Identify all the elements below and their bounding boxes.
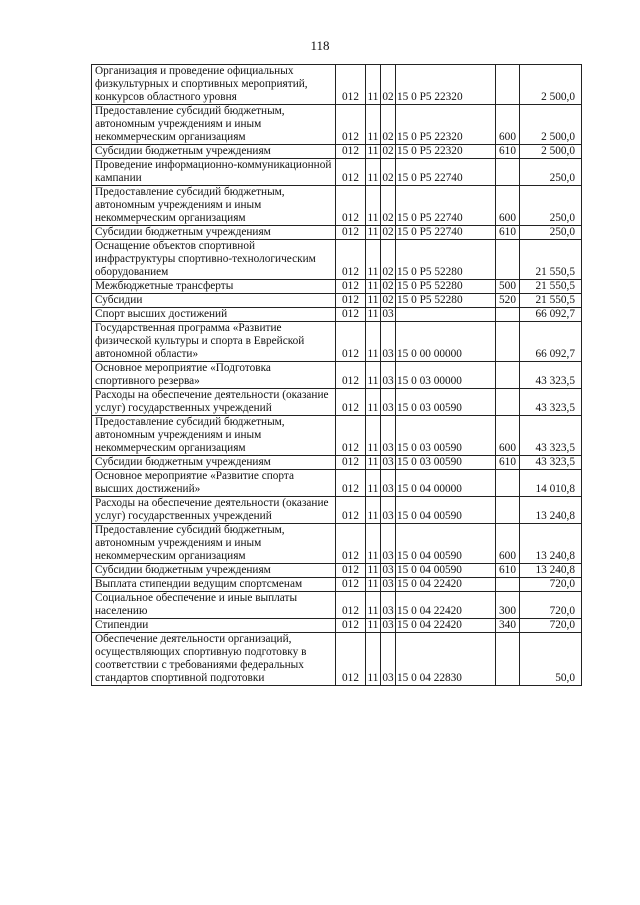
table-row bbox=[92, 633, 582, 686]
row-name: Субсидии бюджетным учреждениям bbox=[92, 145, 336, 159]
subsection-code: 03 bbox=[382, 456, 394, 468]
subsection-code: 03 bbox=[381, 633, 396, 686]
target-code: 15 0 P5 52280 bbox=[396, 294, 496, 308]
ministry-code: 012 bbox=[336, 564, 366, 578]
table-row bbox=[92, 145, 582, 159]
expense-type-code bbox=[496, 322, 520, 362]
section-code: 11 bbox=[366, 186, 381, 226]
section-code: 11 bbox=[366, 578, 381, 592]
target-code: 15 0 P5 22320 bbox=[396, 65, 496, 105]
target-code: 15 0 03 00590 bbox=[396, 456, 496, 470]
amount: 720,0 bbox=[520, 592, 582, 619]
section-code: 11 bbox=[366, 240, 381, 280]
target-code: 15 0 04 00590 bbox=[396, 564, 496, 578]
target-code: 15 0 04 00590 bbox=[396, 497, 496, 524]
expense-type-code bbox=[496, 362, 520, 389]
row-name: Спорт высших достижений bbox=[92, 308, 336, 322]
amount: 21 550,5 bbox=[520, 294, 582, 308]
ministry-code: 012 bbox=[336, 226, 366, 240]
amount: 21 550,5 bbox=[520, 280, 582, 294]
ministry-code: 012 bbox=[336, 159, 366, 186]
subsection-code: 02 bbox=[382, 294, 394, 306]
row-name: Предоставление субсидий бюджетным, автономным учреждениям и иным некоммерческим организациям bbox=[92, 524, 336, 564]
table-row bbox=[92, 240, 582, 280]
row-name: Субсидии бюджетным учреждениям bbox=[92, 226, 336, 240]
table-row bbox=[92, 294, 582, 308]
expense-type-code bbox=[496, 578, 520, 592]
expense-type-code bbox=[496, 240, 520, 280]
section-code: 11 bbox=[366, 416, 381, 456]
ministry-code: 012 bbox=[336, 592, 366, 619]
section-code: 11 bbox=[366, 226, 381, 240]
expense-type-code: 300 bbox=[496, 592, 520, 619]
ministry-code: 012 bbox=[336, 416, 366, 456]
section-code: 11 bbox=[366, 308, 381, 322]
target-code: 15 0 03 00590 bbox=[396, 389, 496, 416]
subsection-code: 02 bbox=[382, 145, 394, 157]
page-number: 118 bbox=[310, 38, 330, 53]
target-code: 15 0 P5 22740 bbox=[396, 159, 496, 186]
amount: 43 323,5 bbox=[520, 416, 582, 456]
row-name: Обеспечение деятельности организаций, осуществляющих спортивную подготовку в соответствии с требованиями федеральных стандартов спортивной подготовки bbox=[92, 633, 336, 686]
amount: 250,0 bbox=[520, 226, 582, 240]
expense-type-code: 600 bbox=[496, 186, 520, 226]
row-name: Организация и проведение официальных физкультурных и спортивных мероприятий, конкурсов областного уровня bbox=[92, 65, 336, 105]
section-code: 11 bbox=[366, 65, 381, 105]
amount: 66 092,7 bbox=[520, 322, 582, 362]
section-code: 11 bbox=[366, 619, 381, 633]
expense-type-code bbox=[496, 159, 520, 186]
table-row bbox=[92, 159, 582, 186]
subsection-code: 02 bbox=[381, 65, 396, 105]
expense-type-code: 610 bbox=[496, 145, 520, 159]
row-name: Расходы на обеспечение деятельности (оказание услуг) государственных учреждений bbox=[92, 497, 336, 524]
section-code: 11 bbox=[366, 592, 381, 619]
amount: 720,0 bbox=[520, 578, 582, 592]
subsection-code: 03 bbox=[381, 389, 396, 416]
row-name: Основное мероприятие «Подготовка спортивного резерва» bbox=[92, 362, 336, 389]
expense-type-code: 520 bbox=[496, 294, 520, 308]
subsection-code: 03 bbox=[381, 470, 396, 497]
ministry-code: 012 bbox=[336, 240, 366, 280]
row-name: Государственная программа «Развитие физической культуры и спорта в Еврейской автономной области» bbox=[92, 322, 336, 362]
target-code: 15 0 04 00000 bbox=[396, 470, 496, 497]
ministry-code: 012 bbox=[336, 470, 366, 497]
target-code bbox=[396, 308, 496, 322]
expense-type-code: 610 bbox=[496, 564, 520, 578]
subsection-code: 03 bbox=[382, 619, 394, 631]
table-row bbox=[92, 470, 582, 497]
section-code: 11 bbox=[366, 633, 381, 686]
target-code: 15 0 04 22420 bbox=[396, 592, 496, 619]
table-row bbox=[92, 456, 582, 470]
table-row bbox=[92, 280, 582, 294]
subsection-code: 02 bbox=[381, 240, 396, 280]
subsection-code: 02 bbox=[382, 226, 394, 238]
amount: 43 323,5 bbox=[520, 456, 582, 470]
target-code: 15 0 P5 22320 bbox=[396, 145, 496, 159]
target-code: 15 0 04 00590 bbox=[396, 524, 496, 564]
ministry-code: 012 bbox=[336, 308, 366, 322]
expense-type-code bbox=[496, 65, 520, 105]
subsection-code: 02 bbox=[381, 186, 396, 226]
table-row bbox=[92, 226, 582, 240]
budget-table bbox=[91, 64, 582, 686]
ministry-code: 012 bbox=[336, 322, 366, 362]
amount: 2 500,0 bbox=[520, 65, 582, 105]
ministry-code: 012 bbox=[336, 456, 366, 470]
row-name: Основное мероприятие «Развитие спорта высших достижений» bbox=[92, 470, 336, 497]
target-code: 15 0 P5 22740 bbox=[396, 186, 496, 226]
section-code: 11 bbox=[366, 456, 381, 470]
target-code: 15 0 04 22420 bbox=[396, 578, 496, 592]
ministry-code: 012 bbox=[336, 280, 366, 294]
expense-type-code: 600 bbox=[496, 416, 520, 456]
ministry-code: 012 bbox=[336, 145, 366, 159]
section-code: 11 bbox=[366, 564, 381, 578]
subsection-code: 03 bbox=[381, 362, 396, 389]
target-code: 15 0 P5 52280 bbox=[396, 280, 496, 294]
expense-type-code bbox=[496, 308, 520, 322]
subsection-code: 02 bbox=[381, 105, 396, 145]
expense-type-code bbox=[496, 389, 520, 416]
subsection-code: 03 bbox=[382, 578, 394, 590]
target-code: 15 0 P5 22320 bbox=[396, 105, 496, 145]
amount: 50,0 bbox=[520, 633, 582, 686]
row-name: Выплата стипендии ведущим спортсменам bbox=[92, 578, 336, 592]
amount: 13 240,8 bbox=[520, 524, 582, 564]
expense-type-code: 340 bbox=[496, 619, 520, 633]
expense-type-code bbox=[496, 497, 520, 524]
section-code: 11 bbox=[366, 524, 381, 564]
section-code: 11 bbox=[366, 159, 381, 186]
table-row bbox=[92, 592, 582, 619]
row-name: Проведение информационно-коммуникационной кампании bbox=[92, 159, 336, 186]
row-name: Социальное обеспечение и иные выплаты населению bbox=[92, 592, 336, 619]
table-row bbox=[92, 416, 582, 456]
section-code: 11 bbox=[366, 470, 381, 497]
table-row bbox=[92, 389, 582, 416]
expense-type-code: 610 bbox=[496, 226, 520, 240]
row-name: Стипендии bbox=[92, 619, 336, 633]
expense-type-code: 600 bbox=[496, 105, 520, 145]
ministry-code: 012 bbox=[336, 578, 366, 592]
target-code: 15 0 P5 22740 bbox=[396, 226, 496, 240]
amount: 66 092,7 bbox=[520, 308, 582, 322]
amount: 14 010,8 bbox=[520, 470, 582, 497]
amount: 43 323,5 bbox=[520, 389, 582, 416]
ministry-code: 012 bbox=[336, 497, 366, 524]
subsection-code: 03 bbox=[382, 564, 394, 576]
ministry-code: 012 bbox=[336, 186, 366, 226]
target-code: 15 0 P5 52280 bbox=[396, 240, 496, 280]
ministry-code: 012 bbox=[336, 619, 366, 633]
ministry-code: 012 bbox=[336, 65, 366, 105]
amount: 2 500,0 bbox=[520, 145, 582, 159]
amount: 2 500,0 bbox=[520, 105, 582, 145]
expense-type-code bbox=[496, 470, 520, 497]
budget-table-body bbox=[92, 65, 582, 686]
amount: 13 240,8 bbox=[520, 497, 582, 524]
table-row bbox=[92, 564, 582, 578]
table-row bbox=[92, 186, 582, 226]
table-row bbox=[92, 308, 582, 322]
table-row bbox=[92, 524, 582, 564]
section-code: 11 bbox=[366, 389, 381, 416]
subsection-code: 03 bbox=[381, 497, 396, 524]
amount: 250,0 bbox=[520, 186, 582, 226]
section-code: 11 bbox=[366, 362, 381, 389]
target-code: 15 0 04 22830 bbox=[396, 633, 496, 686]
amount: 720,0 bbox=[520, 619, 582, 633]
subsection-code: 03 bbox=[382, 308, 394, 320]
row-name: Оснащение объектов спортивной инфраструктуры спортивно-технологическим оборудованием bbox=[92, 240, 336, 280]
table-row bbox=[92, 322, 582, 362]
ministry-code: 012 bbox=[336, 389, 366, 416]
amount: 21 550,5 bbox=[520, 240, 582, 280]
table-row bbox=[92, 65, 582, 105]
expense-type-code: 610 bbox=[496, 456, 520, 470]
ministry-code: 012 bbox=[336, 633, 366, 686]
expense-type-code: 600 bbox=[496, 524, 520, 564]
subsection-code: 03 bbox=[381, 592, 396, 619]
section-code: 11 bbox=[366, 294, 381, 308]
row-name: Субсидии бюджетным учреждениям bbox=[92, 456, 336, 470]
subsection-code: 02 bbox=[381, 159, 396, 186]
amount: 250,0 bbox=[520, 159, 582, 186]
ministry-code: 012 bbox=[336, 362, 366, 389]
section-code: 11 bbox=[366, 497, 381, 524]
subsection-code: 03 bbox=[381, 322, 396, 362]
ministry-code: 012 bbox=[336, 524, 366, 564]
target-code: 15 0 04 22420 bbox=[396, 619, 496, 633]
subsection-code: 03 bbox=[381, 524, 396, 564]
table-row bbox=[92, 105, 582, 145]
table-row bbox=[92, 578, 582, 592]
section-code: 11 bbox=[366, 145, 381, 159]
amount: 43 323,5 bbox=[520, 362, 582, 389]
expense-type-code: 500 bbox=[496, 280, 520, 294]
section-code: 11 bbox=[366, 322, 381, 362]
expense-type-code bbox=[496, 633, 520, 686]
row-name: Предоставление субсидий бюджетным, автономным учреждениям и иным некоммерческим организациям bbox=[92, 186, 336, 226]
amount: 13 240,8 bbox=[520, 564, 582, 578]
section-code: 11 bbox=[366, 280, 381, 294]
row-name: Предоставление субсидий бюджетным, автономным учреждениям и иным некоммерческим организациям bbox=[92, 416, 336, 456]
ministry-code: 012 bbox=[336, 105, 366, 145]
row-name: Субсидии bbox=[92, 294, 336, 308]
table-row bbox=[92, 362, 582, 389]
row-name: Предоставление субсидий бюджетным, автономным учреждениям и иным некоммерческим организациям bbox=[92, 105, 336, 145]
subsection-code: 02 bbox=[382, 280, 394, 292]
row-name: Расходы на обеспечение деятельности (оказание услуг) государственных учреждений bbox=[92, 389, 336, 416]
table-row bbox=[92, 497, 582, 524]
target-code: 15 0 03 00000 bbox=[396, 362, 496, 389]
target-code: 15 0 00 00000 bbox=[396, 322, 496, 362]
subsection-code: 03 bbox=[381, 416, 396, 456]
section-code: 11 bbox=[366, 105, 381, 145]
ministry-code: 012 bbox=[336, 294, 366, 308]
target-code: 15 0 03 00590 bbox=[396, 416, 496, 456]
table-row bbox=[92, 619, 582, 633]
row-name: Субсидии бюджетным учреждениям bbox=[92, 564, 336, 578]
row-name: Межбюджетные трансферты bbox=[92, 280, 336, 294]
